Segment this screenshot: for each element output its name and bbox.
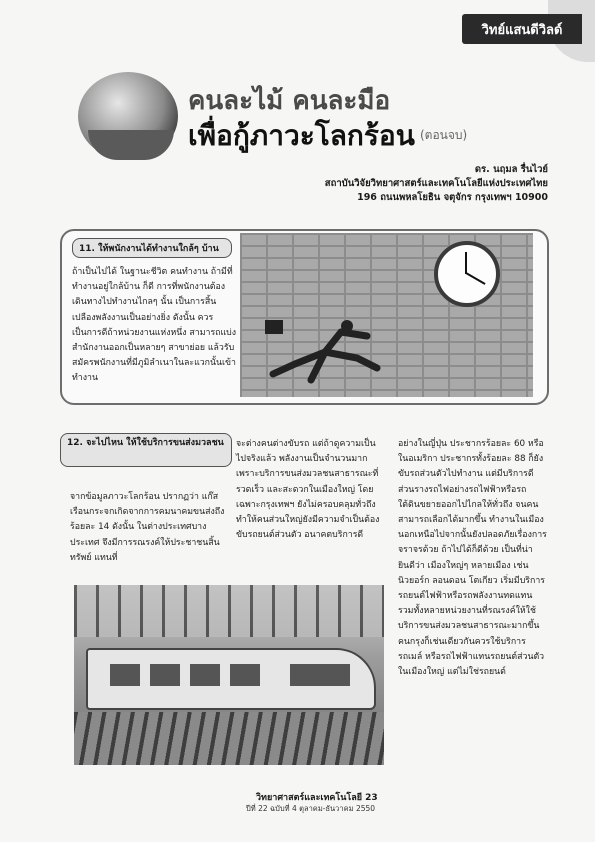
train-window bbox=[150, 664, 180, 686]
author-address: 196 ถนนพหลโยธิน จตุจักร กรุงเทพฯ 10900 bbox=[357, 192, 548, 203]
railway-track bbox=[74, 712, 384, 765]
section-11-title: 11. ให้พนักงานได้ทำงานใกล้ๆ บ้าน bbox=[72, 238, 232, 258]
hands-graphic bbox=[88, 130, 174, 160]
author-name: ดร. นฤมล รื่นไวย์ bbox=[474, 164, 548, 175]
train-window bbox=[230, 664, 260, 686]
title-line2: เพื่อกู้ภาวะโลกร้อน bbox=[188, 119, 415, 152]
section-12-title: 12. จะไปไหน ให้ใช้บริการขนส่งมวลชน bbox=[60, 433, 232, 467]
footer-issue: ปีที่ 22 ฉบับที่ 4 ตุลาคม-ธันวาคม 2550 bbox=[246, 804, 376, 813]
footer-journal: วิทยาศาสตร์และเทคโนโลยี 23 bbox=[256, 793, 378, 803]
section-label: วิทย์แสนดีวิลด์ bbox=[462, 14, 582, 44]
author-block bbox=[325, 163, 548, 205]
running-man-image bbox=[265, 318, 385, 388]
train-window bbox=[110, 664, 140, 686]
column-2-text: จะต่างคนต่างขับรถ แต่ถ้าดูความเป็นไปจริงแล้ว พลังงานเป็นจำนวนมาก เพราะบริการขนส่งมวลชนสาธารณะที่รวดเร็ว และสะดวกในเมืองใหญ่ โดยเฉพาะกรุงเทพฯ ยังไม่ครอบคลุมทั่วถึง ทำให้คนส่วนใหญ่ยังมีความจำเป็นต้องขับรถยนต์ส่วนตัว อนาคตบริการดี bbox=[236, 439, 380, 541]
column-1-text: จากข้อมูลภาวะโลกร้อน ปรากฏว่า แก๊สเรือนกระจกเกิดจากการคมนาคมขนส่งถึงร้อยละ 14 ดังนั้น ในต่างประเทศบางประเทศ จึงมีการรณรงค์ให้ประชาชนสิ้นทรัพย์ แทนที่ bbox=[70, 492, 225, 563]
title-suffix: (ตอนจบ) bbox=[420, 128, 468, 142]
train-front-window bbox=[290, 664, 350, 686]
column-3-text: อย่างในญี่ปุ่น ประชากรร้อยละ 60 หรือในอเมริกา ประชากรทั้งร้อยละ 88 ก็ยังขับรถส่วนตัวไปทำงาน แต่มีบริการดี ส่วนรางรถไฟอย่างรถไฟฟ้าหรือรถใต้ดินขยายออกไปไกลให้ทั่วถึง จนคนสามารถเลือกได้มากขึ้น ทำงานในเมือง นอกเหนือไปจากนั้นยังปลอดภัยเรื่องการจราจรด้วย ถ้าไปได้ก็ดีด้วย เป็นที่น่ายินดีว่า เมืองใหญ่ๆ หลายเมือง เช่น นิวยอร์ก ลอนดอน โตเกียว เริ่มมีบริการรถยนต์ไฟฟ้าหรือรถพลังงานทดแทน รวมทั้งหลายหน่วยงานที่รณรงค์ให้ใช้บริการขนส่งมวลชนสาธารณะมากขึ้น คนกรุงก็เช่นเดียวกันควรใช้บริการรถเมล์ หรือรถไฟฟ้าแทนรถยนต์ส่วนตัว ในเมืองใหญ่ แต่ไม่ใช่รถยนต์ bbox=[398, 439, 547, 678]
section-11-text: ถ้าเป็นไปได้ ในฐานะชีวิต คนทำงาน ถ้ามีที่ทำงานอยู่ใกล้บ้าน ก็ดี การที่พนักงานต้องเดินทางไปทำงานไกลๆ นั้น เป็นการสิ้นเปลืองพลังงานเป็นอย่างยิ่ง ดังนั้น ควรเป็นการดีถ้าหน่วยงานแห่งหนึ่ง สามารถแบ่งสำนักงานออกเป็นหลายๆ สาขาย่อย แล้วรับสมัครพนักงานที่มีภูมิลำเนาในละแวกนั้นเข้าทำงาน bbox=[72, 267, 237, 384]
author-org: สถาบันวิจัยวิทยาศาสตร์และเทคโนโลยีแห่งประเทศไทย bbox=[324, 178, 548, 189]
station-roof bbox=[74, 585, 384, 637]
title-line1: คนละไม้ คนละมือ bbox=[188, 86, 391, 116]
clock-hour-hand bbox=[465, 252, 467, 274]
train-window bbox=[190, 664, 220, 686]
